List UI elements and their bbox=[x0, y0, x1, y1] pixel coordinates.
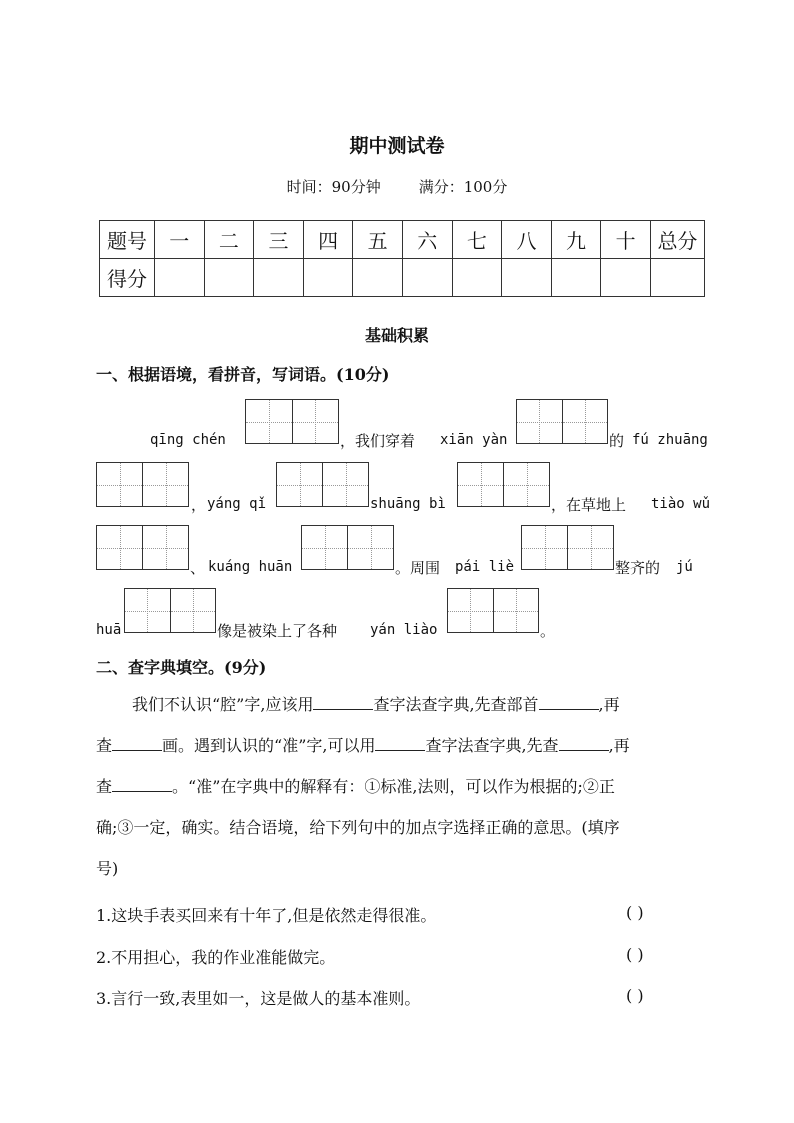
page-title: 期中测试卷 bbox=[349, 135, 445, 157]
fill-blank[interactable] bbox=[375, 734, 425, 751]
character-box[interactable] bbox=[516, 399, 608, 444]
score-cell[interactable] bbox=[402, 259, 452, 297]
fill-blank[interactable] bbox=[112, 734, 162, 751]
score-row-label: 得分 bbox=[100, 259, 155, 297]
score-cell[interactable] bbox=[551, 259, 601, 297]
header-cell: 十 bbox=[601, 221, 651, 259]
sentence-text: 整齐的 bbox=[615, 559, 661, 577]
sentence-text: 、 bbox=[190, 559, 206, 577]
section-title: 基础积累 bbox=[364, 326, 429, 345]
header-cell: 题号 bbox=[100, 221, 155, 259]
character-box[interactable] bbox=[447, 588, 539, 633]
sub-question-3: 3.言行一致,表里如一，这是做人的基本准则。 bbox=[96, 989, 421, 1008]
pinyin-text: huā bbox=[96, 622, 122, 638]
header-cell: 四 bbox=[303, 221, 353, 259]
question-1-heading: 一、根据语境，看拼音，写词语。(10分) bbox=[96, 365, 390, 384]
pinyin-text: yáng qǐ bbox=[207, 496, 267, 512]
header-cell: 三 bbox=[254, 221, 304, 259]
character-box[interactable] bbox=[96, 462, 189, 507]
score-cell[interactable] bbox=[601, 259, 651, 297]
sentence-text: 。 bbox=[540, 622, 556, 640]
sentence-text: ，在草地上 bbox=[551, 496, 627, 514]
time-limit: 时间：90分钟 bbox=[286, 178, 381, 196]
score-cell[interactable] bbox=[303, 259, 353, 297]
exam-info bbox=[0, 176, 794, 197]
character-box[interactable] bbox=[124, 588, 216, 633]
sub-question-1: 1.这块手表买回来有十年了,但是依然走得很准。 bbox=[96, 906, 437, 925]
pinyin-text: tiào wǔ bbox=[651, 496, 711, 512]
pinyin-text: pái liè bbox=[455, 559, 515, 575]
character-box[interactable] bbox=[521, 525, 614, 570]
answer-parentheses[interactable]: ( ) bbox=[626, 945, 644, 964]
pinyin-text: qīng chén bbox=[150, 432, 226, 448]
paragraph-line: 查 。“准”在字典中的解释有：①标准,法则，可以作为根据的;②正 bbox=[96, 777, 615, 796]
pinyin-text: xiān yàn bbox=[440, 432, 508, 448]
pinyin-text: yán liào bbox=[370, 622, 438, 638]
sentence-text: 的 bbox=[609, 432, 625, 450]
header-cell: 一 bbox=[155, 221, 205, 259]
character-box[interactable] bbox=[457, 462, 550, 507]
character-box[interactable] bbox=[276, 462, 369, 507]
pinyin-text: shuāng bì bbox=[370, 496, 446, 512]
paragraph-line: 号) bbox=[96, 859, 119, 878]
header-cell: 八 bbox=[502, 221, 552, 259]
character-box[interactable] bbox=[245, 399, 339, 444]
score-cell[interactable] bbox=[254, 259, 304, 297]
character-box[interactable] bbox=[301, 525, 394, 570]
fill-blank[interactable] bbox=[112, 775, 172, 792]
full-score: 满分：100分 bbox=[418, 178, 508, 196]
paragraph-line: 查 画。遇到认识的“准”字,可以用 查字法查字典,先查 ,再 bbox=[96, 736, 630, 755]
score-cell[interactable] bbox=[650, 259, 704, 297]
fill-blank[interactable] bbox=[313, 693, 373, 710]
paragraph-line: 我们不认识“腔”字,应该用 查字法查字典,先查部首 ,再 bbox=[132, 695, 620, 714]
header-cell: 九 bbox=[551, 221, 601, 259]
header-cell: 五 bbox=[353, 221, 403, 259]
score-table-header-row bbox=[100, 221, 705, 259]
sub-question-2: 2.不用担心，我的作业准能做完。 bbox=[96, 948, 336, 967]
score-table-score-row bbox=[100, 259, 705, 297]
fill-blank[interactable] bbox=[559, 734, 609, 751]
question-2-heading: 二、查字典填空。(9分) bbox=[96, 658, 267, 677]
sentence-text: 。周围 bbox=[395, 559, 441, 577]
header-cell: 二 bbox=[204, 221, 254, 259]
pinyin-text: jú bbox=[676, 559, 693, 575]
score-cell[interactable] bbox=[353, 259, 403, 297]
sentence-text: ， bbox=[191, 496, 207, 514]
paragraph-line: 确;③一定，确实。结合语境，给下列句中的加点字选择正确的意思。(填序 bbox=[96, 818, 620, 837]
fill-blank[interactable] bbox=[539, 693, 599, 710]
header-cell: 六 bbox=[402, 221, 452, 259]
score-cell[interactable] bbox=[502, 259, 552, 297]
sentence-text: 像是被染上了各种 bbox=[217, 622, 338, 640]
sentence-text: ，我们穿着 bbox=[340, 432, 416, 450]
header-cell: 七 bbox=[452, 221, 502, 259]
score-cell[interactable] bbox=[155, 259, 205, 297]
character-box[interactable] bbox=[96, 525, 189, 570]
pinyin-text: fú zhuāng bbox=[632, 432, 708, 448]
score-cell[interactable] bbox=[204, 259, 254, 297]
answer-parentheses[interactable]: ( ) bbox=[626, 986, 644, 1005]
question-2-paragraph bbox=[96, 684, 716, 889]
header-cell: 总分 bbox=[650, 221, 704, 259]
score-cell[interactable] bbox=[452, 259, 502, 297]
answer-parentheses[interactable]: ( ) bbox=[626, 903, 644, 922]
pinyin-text: kuáng huān bbox=[208, 559, 293, 575]
score-table bbox=[99, 220, 705, 297]
